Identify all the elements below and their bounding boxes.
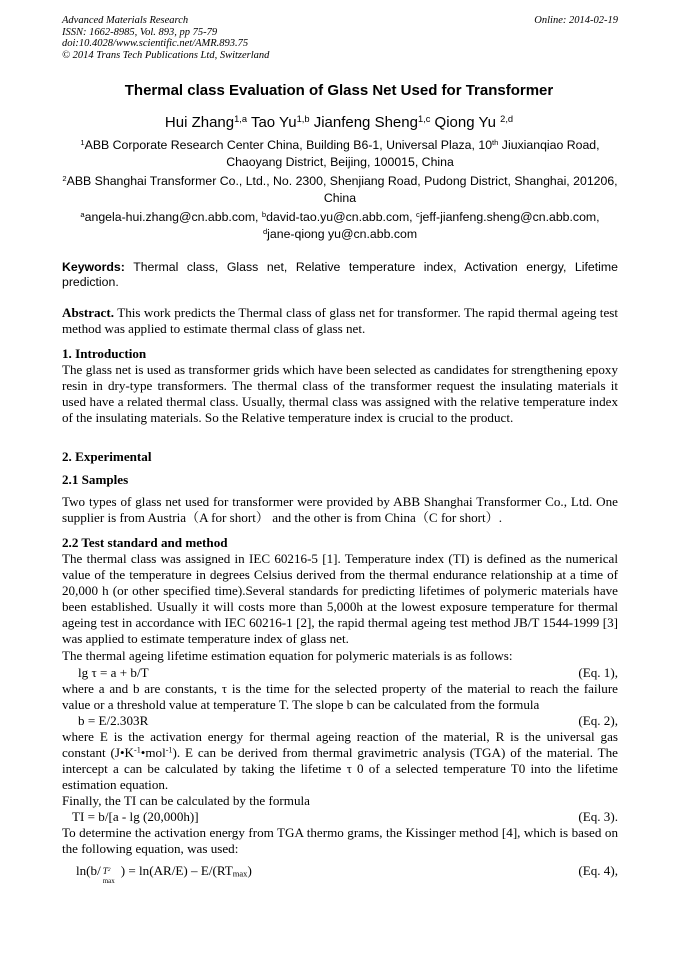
- equation-number: (Eq. 1),: [578, 665, 618, 680]
- email-address: david-tao.yu@cn.abb.com,: [266, 210, 417, 224]
- equation-text: ) = ln(AR/E) – E/(RT: [120, 863, 233, 878]
- equation-number: (Eq. 4),: [578, 863, 618, 878]
- author-name: Jianfeng Sheng: [313, 114, 418, 131]
- equation-text: TI = b/[a - lg (20,000h)]: [72, 809, 199, 824]
- email-marker: a: [80, 209, 85, 219]
- affiliation-text: ABB Corporate Research Center China, Building B6-1, Universal Plaza, 10: [84, 138, 493, 152]
- equation-text: ): [247, 863, 252, 878]
- email-marker: c: [416, 209, 420, 219]
- samples-paragraph: Two types of glass net used for transformer were provided by ABB Shanghai Transformer Co., Ltd. One supplier is from Austria（A for short） and the other is from China（C for short）.: [62, 494, 618, 525]
- email-address: angela-hui.zhang@cn.abb.com,: [84, 210, 262, 224]
- ordinal-suffix: th: [492, 137, 499, 147]
- equation-text: lg τ = a + b/T: [78, 665, 149, 680]
- equation-1: [62, 665, 618, 681]
- exponent: -1: [134, 745, 141, 755]
- affiliation-2: [62, 173, 618, 207]
- section-heading-experimental: 2. Experimental: [62, 449, 152, 464]
- keywords-text: Thermal class, Glass net, Relative temperature index, Activation energy, Lifetime prediction.: [62, 260, 618, 289]
- doi-line: doi:10.4028/www.scientific.net/AMR.893.75: [62, 38, 249, 49]
- section-heading-introduction: 1. Introduction: [62, 346, 147, 361]
- affiliation-text: Jiuxianqiao Road, Chaoyang District, Beijing, 100015, China: [226, 138, 600, 169]
- email-marker: d: [262, 226, 268, 236]
- section-heading-samples: 2.1 Samples: [62, 472, 129, 487]
- author-name: Qiong Yu: [434, 114, 496, 131]
- ti-intro: Finally, the TI can be calculated by the formula: [62, 793, 310, 808]
- exponent: -1: [165, 745, 173, 755]
- abstract-label: Abstract.: [62, 305, 114, 320]
- method-paragraph: The thermal class was assigned in IEC 60216-5 [1]. Temperature index (TI) is defined as the numerical value of the temperature in degrees Celsius derived from the thermal endurance relationship at a time of 20,000 h (or other specified time).Several standards for predicting lifetimes of polymeric materials have been established. Usually it will costs more than 5,000h at the lowest exposure temperature for thermal ageing test in accordance with IEC 60216-1 [2], the rapid thermal ageing test method JB/T 1544-1999 [3] was applied to estimate temperature index of glass net.: [62, 551, 618, 646]
- email-marker: b: [261, 209, 267, 219]
- email-list: [62, 209, 618, 243]
- after-eq1-paragraph: where a and b are constants, τ is the time for the selected property of the material to reach the failure value or a threshold value at temperature T. The slope b can be calculated from the formula: [62, 681, 618, 712]
- email-address: jane-qiong yu@cn.abb.com: [267, 227, 418, 241]
- paper-title: Thermal class Evaluation of Glass Net Used for Transformer: [124, 82, 554, 99]
- copyright-line: © 2014 Trans Tech Publications Ltd, Switzerland: [62, 49, 270, 61]
- email-address: jeff-jianfeng.sheng@cn.abb.com,: [419, 210, 600, 224]
- kissinger-paragraph: To determine the activation energy from TGA thermo grams, the Kissinger method [4], which is based on the following equation, was used:: [62, 825, 618, 856]
- journal-name: Advanced Materials Research: [62, 15, 189, 26]
- author-name: Hui Zhang: [164, 114, 235, 131]
- paragraph-text: •mol: [140, 745, 166, 760]
- online-date: Online: 2014-02-19: [534, 15, 618, 26]
- author-sup: 1,c: [417, 113, 431, 124]
- author-name: Tao Yu: [250, 114, 297, 131]
- keywords-label: Keywords:: [62, 260, 125, 274]
- abstract-text: This work predicts the Thermal class of glass net for transformer. The rapid thermal ageing test method was applied to estimate thermal class of glass net.: [62, 305, 618, 336]
- equation-4: [62, 863, 618, 885]
- author-sup: 2,d: [500, 113, 514, 124]
- keywords: [62, 260, 618, 290]
- journal-header: [62, 15, 618, 61]
- ageing-intro: The thermal ageing lifetime estimation equation for polymeric materials is as follows:: [62, 648, 513, 663]
- section-heading-test-method: 2.2 Test standard and method: [62, 535, 228, 550]
- author-list: [40, 114, 638, 131]
- max-subscript: max: [102, 877, 115, 885]
- paragraph-text: ). E can be derived from thermal gravimetric analysis (TGA) of the material. The intercept a can be calculated by taking the lifetime τ 0 of a selected temperature T0 into the lifetime estimation equation.: [62, 745, 618, 792]
- affiliation-text: ABB Shanghai Transformer Co., Ltd., No. 2300, Shenjiang Road, Pudong District, Shanghai, 201206, China: [66, 174, 618, 205]
- paragraph-text: where E is the activation energy for thermal ageing reaction of the material, R is the universal gas constant (J•K: [62, 729, 618, 760]
- issn-line: ISSN: 1662-8985, Vol. 893, pp 75-79: [62, 26, 218, 38]
- equation-text: ln(b/: [76, 863, 101, 878]
- author-sup: 1,b: [296, 113, 310, 124]
- after-eq2-paragraph: [62, 729, 618, 793]
- equation-number: (Eq. 2),: [578, 713, 618, 728]
- affiliation-marker: 2: [62, 173, 67, 183]
- equation-number: (Eq. 3).: [578, 809, 618, 824]
- introduction-paragraph: The glass net is used as transformer grids which have been selected as candidates for strengthening epoxy resin in dry-type transformers. The thermal class of the transformer request the insulating materials it used have a related thermal class. Usually, thermal class was assigned with the relative temperature index of the insulating materials. So the Relative temperature index is crucial to the product.: [62, 362, 618, 425]
- equation-text: b = E/2.303R: [78, 713, 149, 728]
- affiliation-1: [62, 137, 618, 171]
- max-subscript: max: [232, 868, 248, 879]
- equation-2: [62, 713, 618, 729]
- author-sup: 1,a: [234, 113, 248, 124]
- t-letter: T: [102, 866, 108, 876]
- affiliation-marker: 1: [80, 137, 85, 147]
- abstract: [62, 305, 618, 337]
- equation-3: [62, 809, 618, 825]
- squared: 2: [107, 866, 111, 873]
